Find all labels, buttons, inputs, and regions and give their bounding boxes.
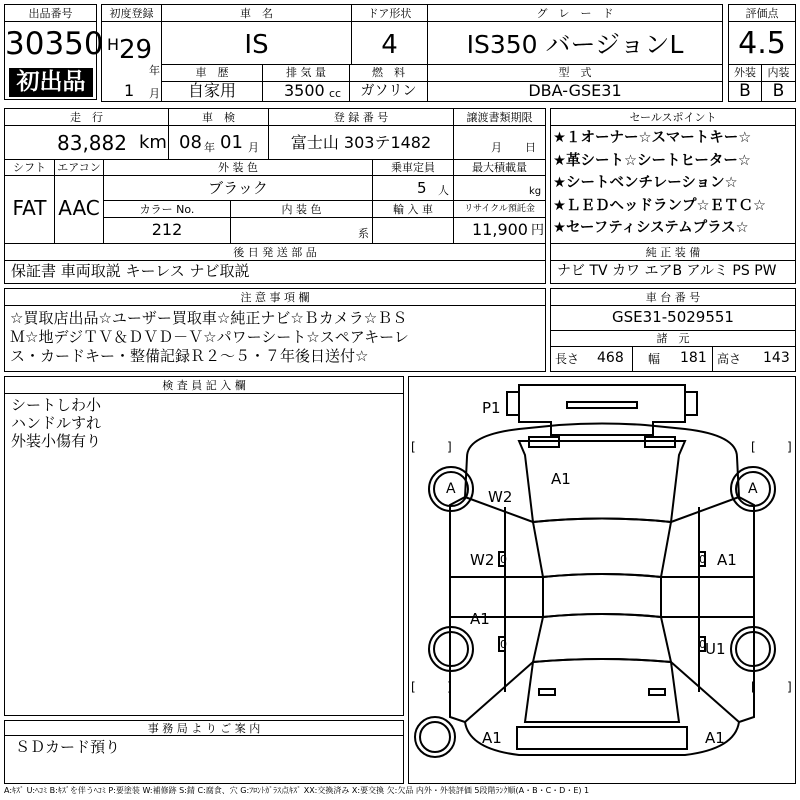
mark-p1: P1 [482, 399, 501, 417]
plate-label: 登 録 番 号 [333, 111, 389, 124]
ac-label: エアコン [57, 161, 101, 174]
width-label: 幅 [648, 352, 661, 366]
interior-color-unit: 系 [358, 227, 369, 240]
interior-color-label: 内 装 色 [281, 203, 322, 216]
mark-a1-roof: A1 [551, 470, 571, 488]
recycle-label: リサイクル預託金 [464, 204, 535, 214]
import-label: 輸 入 車 [393, 203, 433, 216]
mark-wheel-left: A [446, 481, 456, 497]
first-reg-label: 初度登録 [109, 7, 154, 20]
transfer-doc-label: 譲渡書類期限 [466, 111, 533, 124]
first-listing-badge-text: 初出品 [16, 69, 86, 95]
length: 468 [597, 350, 624, 366]
grade-label: グ レ ー ド [536, 7, 614, 20]
mark-u1-right-rear: U1 [705, 640, 726, 658]
sales-point-5: ★セーフティシステムプラス☆ [553, 220, 749, 236]
notes-label: 注 意 事 項 欄 [240, 291, 310, 304]
exterior-grade-label: 外装 [734, 66, 756, 79]
legend: A:ｷｽﾞ U:ﾍｺﾐ B:ｷｽﾞを伴うﾍｺﾐ P:要塗装 W:補修跡 S:錆 C:腐食、穴 G:ﾌﾛﾝﾄｶﾞﾗｽ点ｷｽﾞ XX:交換済み X:要交換 欠:欠品 内外・外装評価 5段階ﾗﾝｸ順(A・B・C・D・E) 1 [4, 786, 590, 795]
reg-month: 1 [124, 81, 135, 100]
reg-month-unit: 月 [149, 87, 160, 100]
mileage-unit: km [139, 132, 167, 153]
rating-score: 4.5 [738, 26, 786, 61]
capacity-label: 乗車定員 [391, 161, 435, 174]
office-block [4, 720, 404, 784]
inspector-line-3: 外装小傷有り [11, 432, 102, 450]
max-load-label: 最大積載量 [472, 161, 527, 174]
mileage: 83,882 [57, 131, 127, 155]
lot-number-cell [4, 4, 104, 100]
plate: 富士山 303テ1482 [290, 133, 432, 152]
notes-line-1: ☆買取店出品☆ユーザー買取車☆純正ナビ☆Ｂカメラ☆ＢＳ [10, 309, 408, 327]
type-code-label: 型 式 [558, 66, 592, 79]
recycle-unit: 円 [531, 223, 545, 238]
height-label: 高さ [717, 352, 742, 366]
vehicle-info-block [101, 4, 723, 102]
lot-number: 30350 [5, 26, 104, 62]
color: ブラック [208, 179, 268, 197]
height: 143 [763, 350, 790, 366]
office-label: 事 務 局 よ り ご 案 内 [147, 722, 261, 735]
details-block [4, 108, 546, 284]
mark-zero-2: 0 [699, 553, 706, 566]
chassis-number: GSE31-5029551 [612, 308, 734, 326]
interior-grade: B [772, 81, 785, 101]
svg-text:[: [ [411, 680, 416, 694]
svg-text:]: ] [787, 680, 792, 694]
damage-diagram-frame [408, 376, 796, 784]
inspector-label: 検 査 員 記 入 欄 [162, 379, 246, 392]
interior-grade-label: 内装 [767, 66, 790, 79]
reg-year-unit: 年 [149, 64, 160, 77]
inspection-month: 01 [220, 132, 243, 153]
factory-equipment: ナビ TV カワ エアB アルミ PS PW [557, 263, 777, 279]
mark-w2-left-fender: W2 [488, 488, 513, 506]
grade: IS350 バージョンL [466, 30, 684, 59]
inspector-line-2: ハンドルすれ [11, 414, 102, 432]
lot-number-label: 出品番号 [28, 7, 73, 20]
capacity: 5 [417, 179, 427, 197]
recycle: 11,900 [472, 220, 528, 239]
inspection-year-unit: 年 [204, 141, 215, 154]
notes-block [4, 288, 546, 372]
mark-a1-bottom-right: A1 [705, 729, 725, 747]
mark-a1-left-rear: A1 [470, 610, 490, 628]
model-label: 車 名 [240, 7, 273, 20]
displacement-unit: cc [329, 87, 342, 100]
mark-w2-left-door: W2 [470, 551, 495, 569]
inspector-block [4, 376, 404, 716]
factory-equipment-label: 純 正 装 備 [645, 246, 701, 259]
svg-text:[: [ [751, 440, 756, 454]
sales-point-1: ★１オーナー☆スマートキー☆ [553, 130, 752, 146]
sales-point-4: ★ＬＥＤヘッドランプ☆ＥＴＣ☆ [553, 198, 766, 214]
mark-zero-4: 0 [699, 638, 706, 651]
svg-text:]: ] [447, 440, 452, 454]
mark-a1-right-door: A1 [717, 551, 737, 569]
fuel: ガソリン [360, 83, 417, 99]
width: 181 [680, 350, 707, 366]
exterior-grade: B [739, 81, 751, 101]
svg-text:[: [ [751, 680, 756, 694]
sales-points-label: セールスポイント [629, 111, 717, 124]
sales-points-block [550, 108, 796, 284]
svg-text:[: [ [411, 440, 416, 454]
mark-wheel-right: A [748, 481, 758, 497]
doors-label: ドア形状 [367, 7, 412, 20]
notes-line-3: ス・カードキー・整備記録Ｒ２～５・７年後日送付☆ [10, 347, 369, 365]
sales-point-3: ★シートベンチレーション☆ [553, 175, 738, 191]
displacement-label: 排 気 量 [286, 66, 326, 79]
office-text: ＳＤカード預り [15, 738, 121, 756]
svg-text:]: ] [787, 440, 792, 454]
era-prefix: H [107, 35, 120, 54]
transfer-month-unit: 月 [491, 141, 502, 154]
doors: 4 [381, 30, 398, 60]
reg-year: 29 [119, 35, 153, 65]
inspection-month-unit: 月 [248, 141, 259, 154]
mark-a1-bottom-left: A1 [482, 729, 502, 747]
transfer-day-unit: 日 [525, 141, 536, 154]
fuel-label: 燃 料 [372, 66, 405, 79]
deferred-items: 保証書 車両取説 キーレス ナビ取説 [11, 262, 250, 280]
inspector-line-1: シートしわ小 [11, 396, 102, 414]
notes-line-2: Ｍ☆地デジＴＶ＆ＤＶＤ－Ｖ☆パワーシート☆スペアキーレ [10, 328, 409, 346]
inspection-label: 車 検 [202, 111, 235, 124]
max-load-unit: kg [529, 186, 542, 197]
car-body-diagram [409, 377, 795, 783]
color-label: 外 装 色 [218, 161, 258, 174]
capacity-unit: 人 [438, 184, 449, 197]
inspection-year: 08 [179, 132, 202, 153]
specs-label: 諸 元 [656, 332, 690, 345]
shift-label: シフト [13, 161, 46, 174]
length-label: 長さ [555, 352, 580, 366]
history: 自家用 [187, 81, 236, 100]
chassis-label: 車 台 番 号 [645, 291, 701, 304]
chassis-block [550, 288, 796, 372]
ac: AAC [58, 196, 100, 220]
color-no-label: カラー No. [139, 203, 195, 216]
type-code: DBA-GSE31 [528, 81, 622, 100]
model: IS [244, 30, 269, 60]
shift: FAT [12, 196, 47, 220]
mark-zero-1: 0 [500, 553, 507, 566]
mileage-label: 走 行 [70, 111, 103, 124]
mark-zero-3: 0 [500, 638, 507, 651]
svg-text:]: ] [447, 680, 452, 694]
displacement: 3500 [284, 81, 325, 100]
history-label: 車 歴 [195, 66, 229, 79]
rating-label: 評価点 [745, 7, 779, 20]
deferred-items-label: 後 日 発 送 部 品 [233, 246, 317, 259]
color-no: 212 [151, 220, 183, 239]
sales-point-2: ★革シート☆シートヒーター☆ [553, 153, 751, 169]
rating-block [728, 4, 796, 102]
